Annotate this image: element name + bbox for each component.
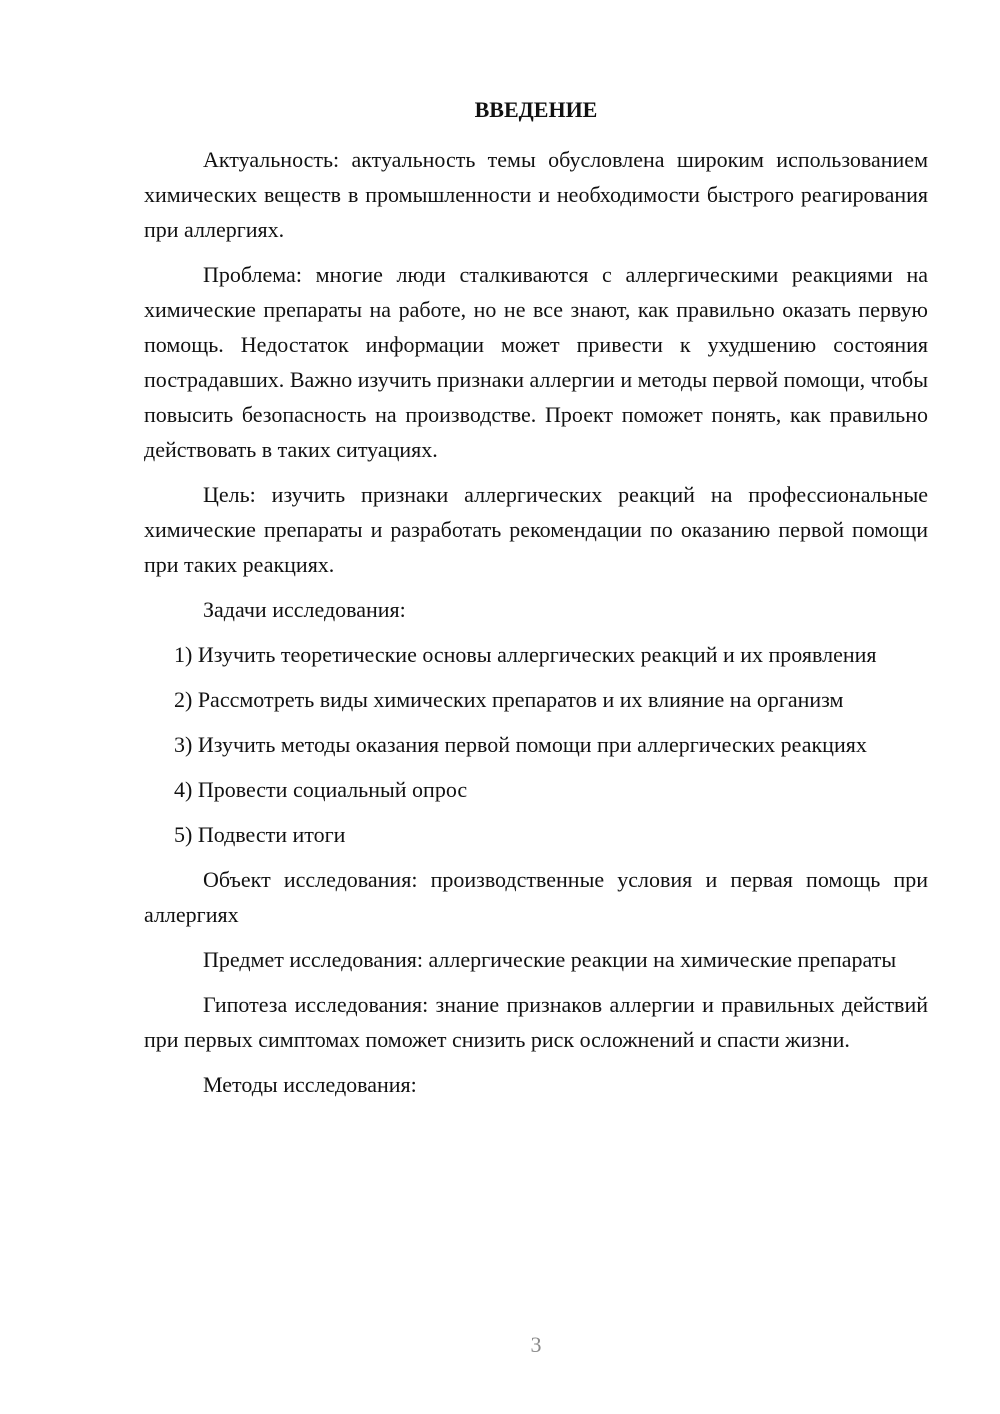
task-item-1: 1) Изучить теоретические основы аллергических реакций и их проявления (174, 642, 877, 667)
paragraph-methods: Методы исследования: (203, 1072, 417, 1097)
paragraph-hypothesis: Гипотеза исследования: знание признаков аллергии и правильных действий при первых симптомах поможет снизить риск осложнений и спасти жизни. (144, 992, 928, 1052)
document-body (144, 92, 928, 1112)
paragraph-relevance: Актуальность: актуальность темы обусловлена широким использованием химических веществ в промышленности и необходимости быстрого реагирования при аллергиях. (144, 147, 928, 242)
task-item-5: 5) Подвести итоги (174, 822, 346, 847)
task-item-2: 2) Рассмотреть виды химических препаратов и их влияние на организм (174, 687, 844, 712)
task-item-4: 4) Провести социальный опрос (174, 777, 468, 802)
paragraph-tasks-heading: Задачи исследования: (203, 597, 406, 622)
paragraph-subject: Предмет исследования: аллергические реакции на химические препараты (203, 947, 897, 972)
paragraph-goal: Цель: изучить признаки аллергических реакций на профессиональные химические препараты и разработать рекомендации по оказанию первой помощи при таких реакциях. (144, 482, 928, 577)
paragraph-problem: Проблема: многие люди сталкиваются с аллергическими реакциями на химические препараты на работе, но не все знают, как правильно оказать первую помощь. Недостаток информации может привести к ухудшению состояния пострадавших. Важно изучить признаки аллергии и методы первой помощи, чтобы повысить безопасность на производстве. Проект поможет понять, как правильно действовать в таких ситуациях. (144, 262, 928, 462)
task-item-3: 3) Изучить методы оказания первой помощи при аллергических реакциях (174, 732, 867, 757)
section-heading: ВВЕДЕНИЕ (474, 97, 598, 122)
paragraph-object: Объект исследования: производственные условия и первая помощь при аллергиях (144, 867, 928, 927)
page-number: 3 (530, 1332, 542, 1357)
